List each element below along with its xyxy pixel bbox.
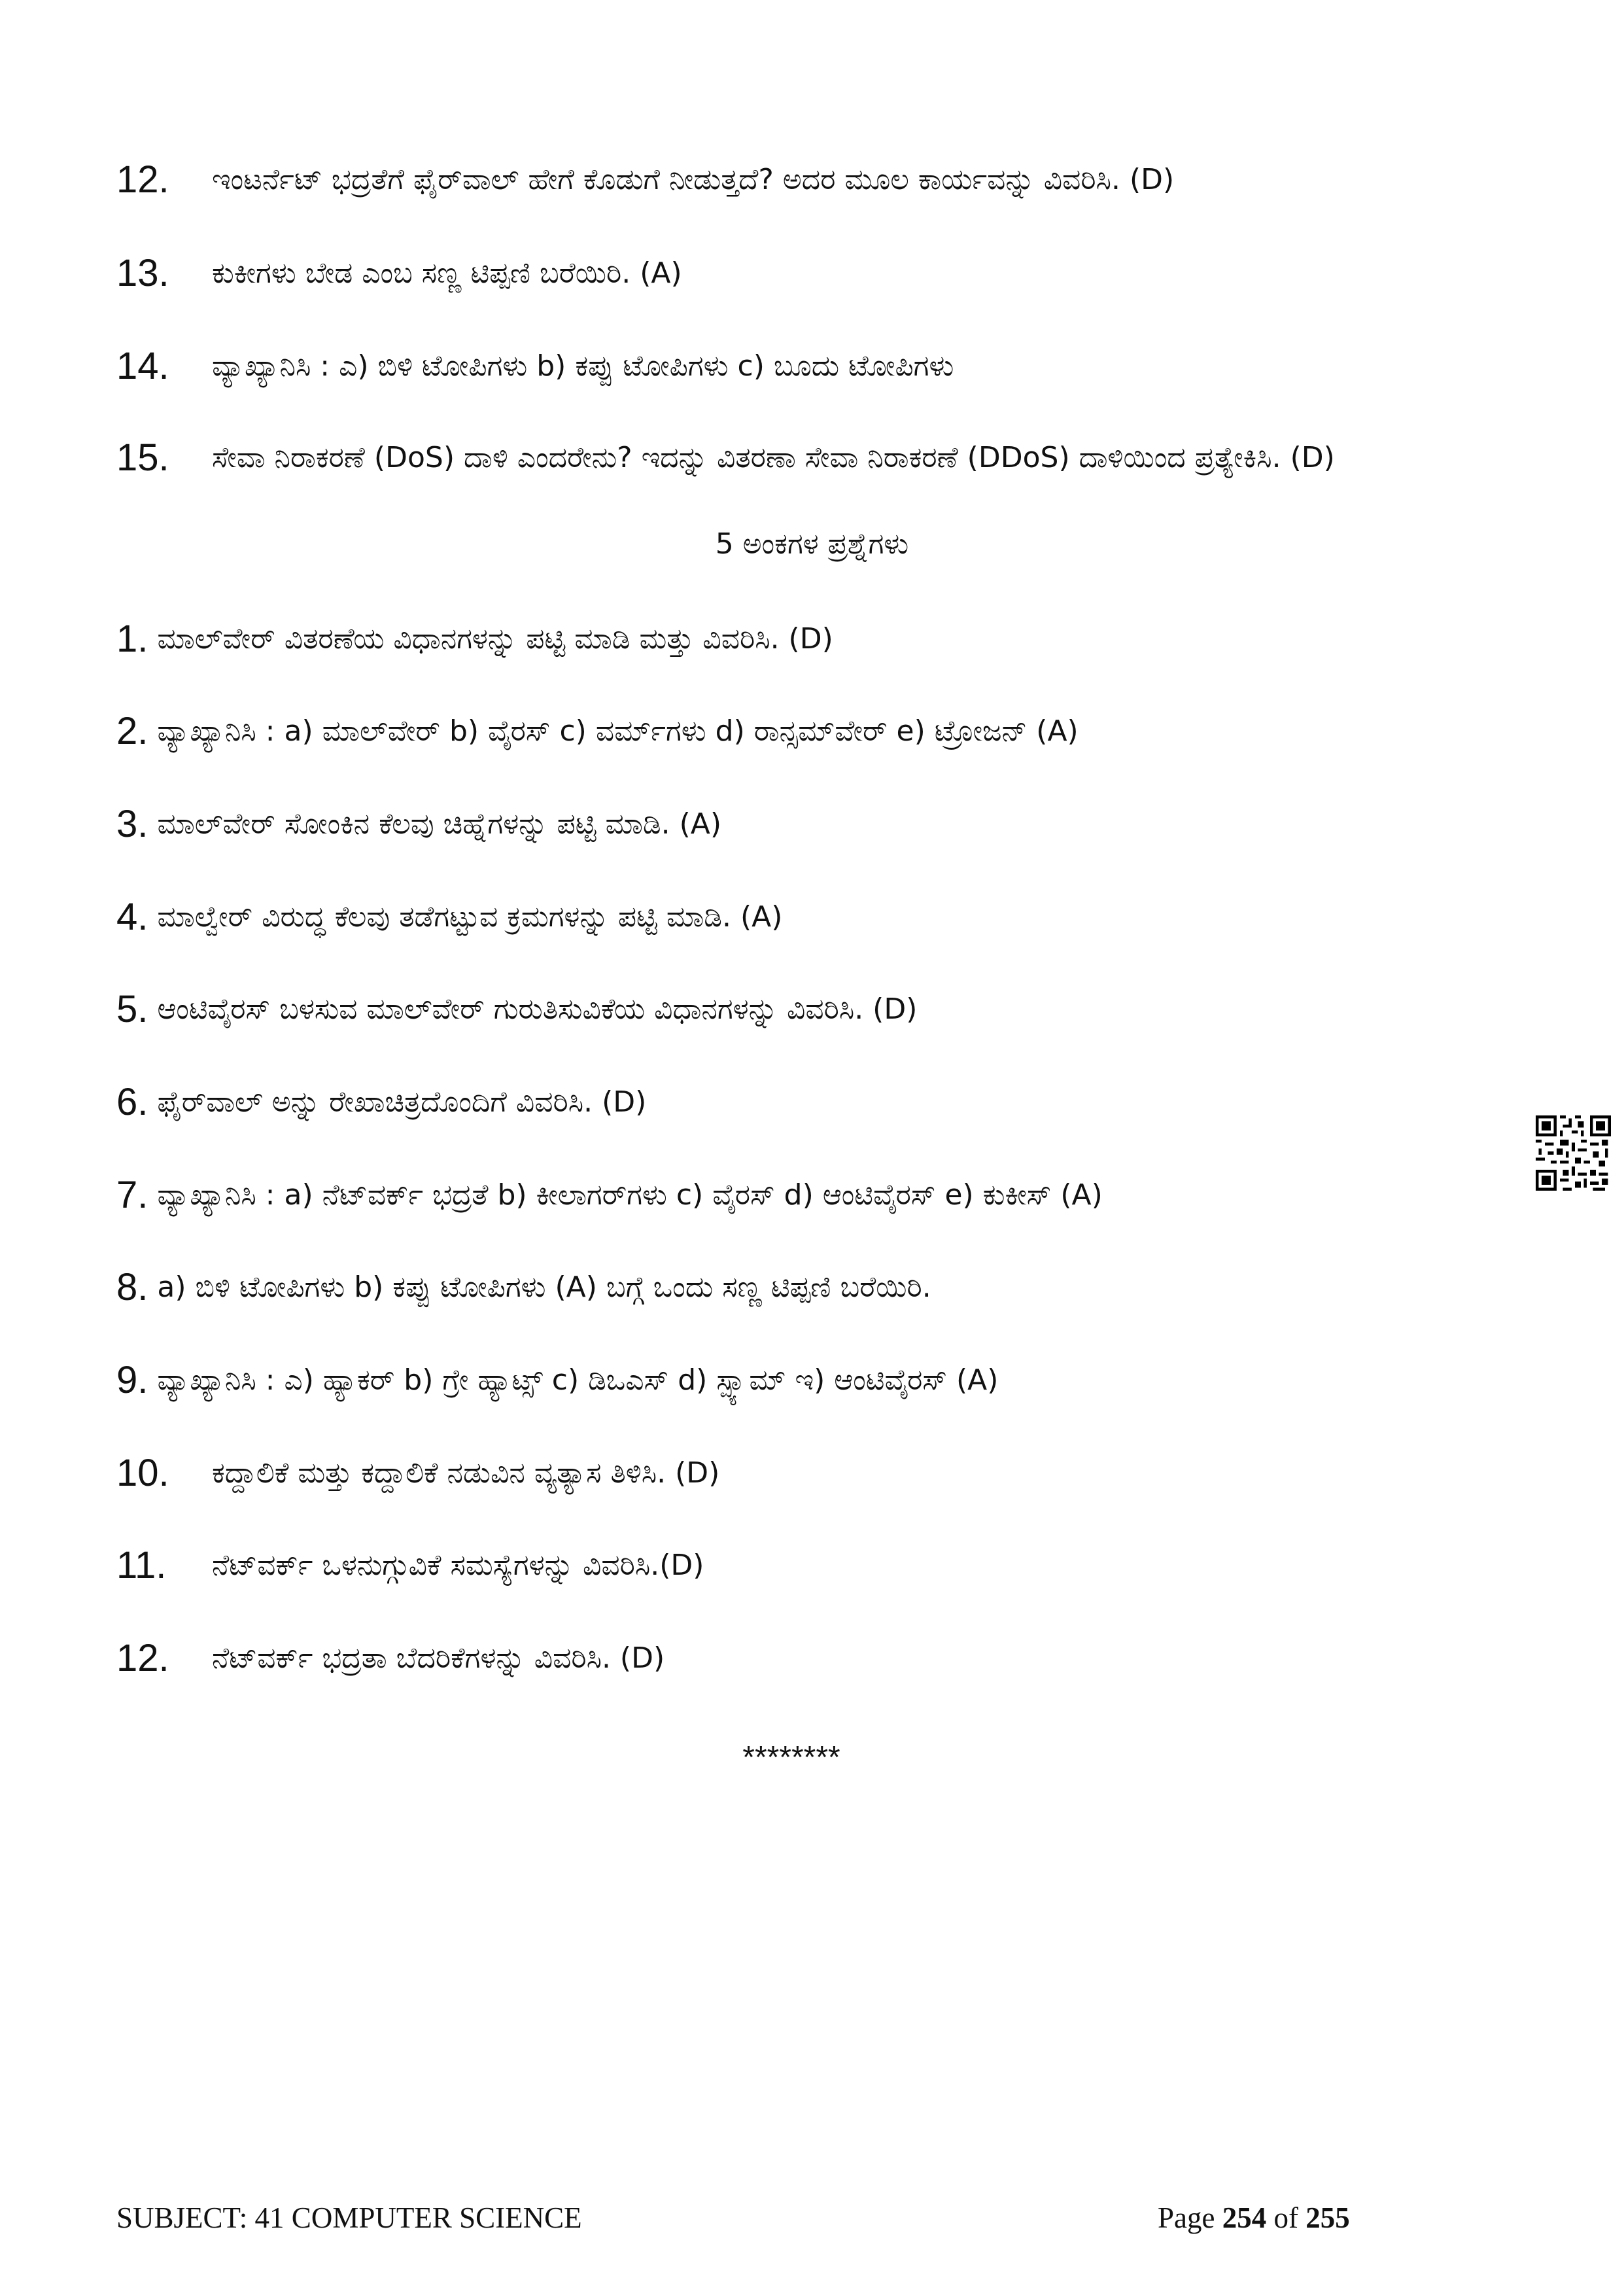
question-text: ಕುಕೀಗಳು ಬೇಡ ಎಂಬ ಸಣ್ಣ ಟಿಪ್ಪಣಿ ಬರೆಯಿರಿ. (A) — [212, 256, 682, 290]
question-item — [116, 251, 1555, 296]
footer-subject: SUBJECT: 41 COMPUTER SCIENCE — [116, 2201, 582, 2234]
question-number: 8. — [116, 1266, 148, 1308]
question-text: ನೆಟ್‌ವರ್ಕ್ ಒಳನುಗ್ಗುವಿಕೆ ಸಮಸ್ಯೆಗಳನ್ನು ವಿವರಿಸಿ.(D) — [212, 1549, 704, 1582]
question-item — [116, 1450, 1555, 1496]
question-item — [116, 709, 1555, 754]
question-item — [116, 616, 1555, 662]
question-text: ವ್ಯಾಖ್ಯಾನಿಸಿ : ಎ) ಹ್ಯಾಕರ್ b) ಗ್ರೇ ಹ್ಯಾಟ್ಸ್ c) ಡಿಒಎಸ್ d) ಸ್ಪ್ಯಾಮ್ ಇ) ಆಂಟಿವೈರಸ್ (A) — [157, 1363, 999, 1397]
question-text: ಇಂಟರ್ನೆಟ್ ಭದ್ರತೆಗೆ ಫೈರ್‌ವಾಲ್ ಹೇಗೆ ಕೊಡುಗೆ ನೀಡುತ್ತದೆ? ಅದರ ಮೂಲ ಕಾರ್ಯವನ್ನು ವಿವರಿಸಿ. (D) — [212, 163, 1175, 196]
question-number: 15. — [116, 436, 169, 479]
question-item — [116, 343, 1555, 389]
question-text: ಆಂಟಿವೈರಸ್ ಬಳಸುವ ಮಾಲ್‌ವೇರ್ ಗುರುತಿಸುವಿಕೆಯ ವಿಧಾನಗಳನ್ನು ವಿವರಿಸಿ. (D) — [157, 992, 918, 1026]
question-text: ಸೇವಾ ನಿರಾಕರಣೆ (DoS) ದಾಳಿ ಎಂದರೇನು? ಇದನ್ನು ವಿತರಣಾ ಸೇವಾ ನಿರಾಕರಣೆ (DDoS) ದಾಳಿಯಿಂದ ಪ್ರತ್ಯೇಕಿಸಿ. (D) — [212, 441, 1335, 474]
question-item — [116, 435, 1555, 481]
question-number: 6. — [116, 1081, 148, 1123]
question-text: ಮಾಲ್‌ವೇರ್ ಸೋಂಕಿನ ಕೆಲವು ಚಿಹ್ನೆಗಳನ್ನು ಪಟ್ಟಿ ಮಾಡಿ. (A) — [157, 807, 722, 841]
question-item — [116, 1636, 1555, 1681]
question-number: 1. — [116, 618, 148, 660]
qr-code-icon — [1536, 1115, 1611, 1191]
question-number: 12. — [116, 1637, 169, 1679]
question-number: 5. — [116, 988, 148, 1030]
question-item — [116, 157, 1555, 203]
question-item — [116, 1172, 1555, 1218]
question-item — [116, 894, 1555, 940]
question-item — [116, 1265, 1555, 1310]
question-text: ಕದ್ದಾಲಿಕೆ ಮತ್ತು ಕದ್ದಾಲಿಕೆ ನಡುವಿನ ವ್ಯತ್ಯಾಸ ತಿಳಿಸಿ. (D) — [212, 1456, 720, 1490]
question-text: ವ್ಯಾಖ್ಯಾನಿಸಿ : a) ಮಾಲ್‌ವೇರ್ b) ವೈರಸ್ c) ವರ್ಮ್‌ಗಳು d) ರಾನ್ಸಮ್‌ವೇರ್ e) ಟ್ರೋಜನ್ (A) — [157, 714, 1079, 748]
question-text: ಮಾಲ್ವೇರ್ ವಿರುದ್ಧ ಕೆಲವು ತಡೆಗಟ್ಟುವ ಕ್ರಮಗಳನ್ನು ಪಟ್ಟಿ ಮಾಡಿ. (A) — [157, 900, 783, 934]
question-number: 2. — [116, 710, 148, 752]
question-number: 12. — [116, 158, 169, 201]
question-number: 7. — [116, 1174, 148, 1216]
question-number: 13. — [116, 252, 169, 294]
question-item — [116, 801, 1555, 847]
question-number: 4. — [116, 896, 148, 938]
question-text: ಮಾಲ್‌ವೇರ್ ವಿತರಣೆಯ ವಿಧಾನಗಳನ್ನು ಪಟ್ಟಿ ಮಾಡಿ ಮತ್ತು ವಿವರಿಸಿ. (D) — [157, 622, 833, 656]
question-text: ವ್ಯಾಖ್ಯಾನಿಸಿ : a) ನೆಟ್‌ವರ್ಕ್ ಭದ್ರತೆ b) ಕೀಲಾಗರ್‌ಗಳು c) ವೈರಸ್ d) ಆಂಟಿವೈರಸ್ e) ಕುಕೀಸ್ (A) — [157, 1178, 1103, 1212]
question-text: ಫೈರ್‌ವಾಲ್ ಅನ್ನು ರೇಖಾಚಿತ್ರದೊಂದಿಗೆ ವಿವರಿಸಿ. (D) — [157, 1085, 647, 1119]
question-text: a) ಬಿಳಿ ಟೋಪಿಗಳು b) ಕಪ್ಪು ಟೋಪಿಗಳು (A) ಬಗ್ಗೆ ಒಂದು ಸಣ್ಣ ಟಿಪ್ಪಣಿ ಬರೆಯಿರಿ. — [157, 1270, 931, 1304]
question-number: 3. — [116, 803, 148, 845]
question-number: 10. — [116, 1452, 169, 1494]
question-item — [116, 1079, 1555, 1125]
question-item — [116, 987, 1555, 1032]
question-item — [116, 1543, 1555, 1588]
question-number: 14. — [116, 345, 169, 387]
page-prefix: Page — [1158, 2201, 1222, 2234]
question-text: ನೆಟ್‌ವರ್ಕ್ ಭದ್ರತಾ ಬೆದರಿಕೆಗಳನ್ನು ವಿವರಿಸಿ. (D) — [212, 1641, 665, 1675]
page-number: 254 — [1222, 2201, 1267, 2234]
end-marker: ******** — [742, 1740, 840, 1775]
question-number: 9. — [116, 1359, 148, 1401]
question-number: 11. — [116, 1544, 167, 1586]
question-text: ವ್ಯಾಖ್ಯಾನಿಸಿ : ಎ) ಬಿಳಿ ಟೋಪಿಗಳು b) ಕಪ್ಪು ಟೋಪಿಗಳು c) ಬೂದು ಟೋಪಿಗಳು — [212, 349, 954, 383]
page-of: of — [1266, 2201, 1306, 2234]
footer-page-info — [1158, 2198, 1350, 2237]
question-item — [116, 1358, 1555, 1403]
section-title: 5 ಅಂಕಗಳ ಪ್ರಶ್ನೆಗಳು — [715, 527, 909, 561]
page-total: 255 — [1305, 2201, 1350, 2234]
